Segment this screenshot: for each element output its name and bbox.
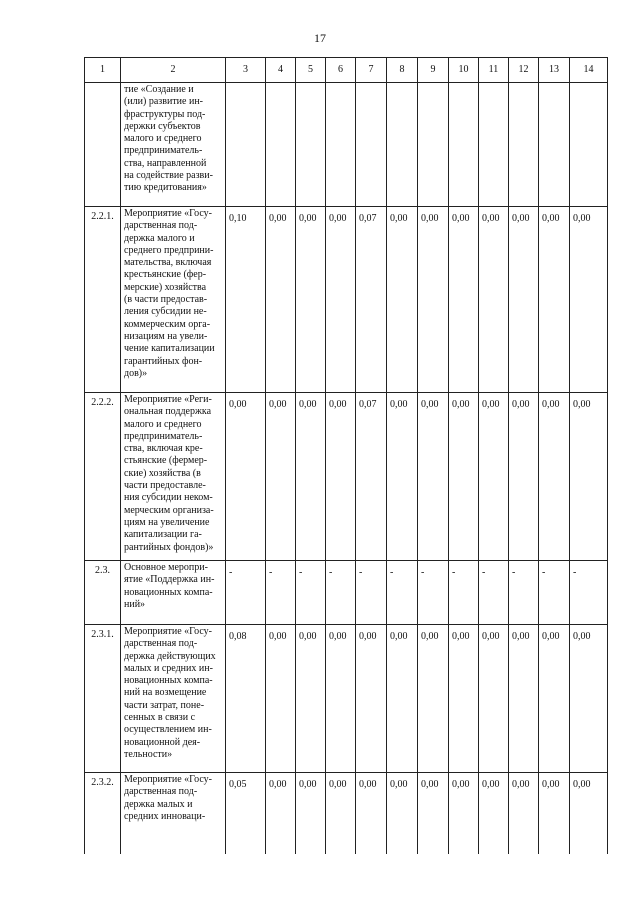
description-line: предприниматель- (124, 430, 203, 442)
table-row (85, 625, 608, 773)
column-header: 3 (226, 58, 266, 83)
description-line: новационных компа- (124, 586, 213, 598)
value-cell: 0,00 (570, 773, 608, 855)
description-line: крестьянские (фер- (124, 269, 207, 281)
description-line: Мероприятие «Госу- (124, 208, 212, 219)
row-description (121, 207, 226, 393)
value-cell (356, 83, 387, 207)
description-line: гарантийных фон- (124, 355, 203, 367)
description-line: дарственная под- (124, 220, 198, 232)
value-cell (479, 83, 509, 207)
row-description (121, 561, 226, 625)
value-cell: - (509, 561, 539, 625)
description-line: фраструктуры под- (124, 108, 206, 120)
description-line: капитализации га- (124, 529, 202, 541)
value-cell: 0,00 (387, 207, 418, 393)
description-line: части предоставле- (124, 480, 206, 492)
value-cell: 0,00 (326, 773, 356, 855)
value-cell: 0,00 (387, 773, 418, 855)
value-cell: 0,00 (449, 773, 479, 855)
description-line: ления субсидии не- (124, 306, 207, 318)
value-cell: 0,00 (418, 207, 449, 393)
description-line: сенных в связи с (124, 712, 196, 724)
indicators-table (84, 57, 608, 854)
description-line: держка малого и (124, 232, 195, 244)
value-cell (418, 83, 449, 207)
description-line: тие «Создание и (124, 84, 194, 95)
value-cell: 0,00 (449, 393, 479, 561)
value-cell: 0,00 (418, 393, 449, 561)
value-cell: - (479, 561, 509, 625)
value-cell: - (570, 561, 608, 625)
value-cell: - (387, 561, 418, 625)
column-header: 13 (539, 58, 570, 83)
header-row (85, 58, 608, 83)
row-number: 2.3. (85, 561, 121, 625)
value-cell: 0,00 (509, 773, 539, 855)
description-line: дов)» (124, 367, 148, 379)
description-line: держка действующих (124, 650, 216, 662)
description-line: чение капитализации (124, 343, 215, 355)
column-header: 7 (356, 58, 387, 83)
value-cell: 0,00 (509, 207, 539, 393)
description-line: средних инноваци- (124, 810, 206, 822)
row-description (121, 773, 226, 855)
column-header: 10 (449, 58, 479, 83)
value-cell: 0,00 (479, 625, 509, 773)
description-line: дарственная под- (124, 786, 198, 798)
description-line: мерские) хозяйства (124, 281, 207, 293)
description-line: ские) хозяйства (в (124, 467, 201, 479)
value-cell: 0,00 (570, 207, 608, 393)
value-cell: 0,00 (539, 207, 570, 393)
table-row (85, 83, 608, 207)
value-cell: 0,00 (479, 393, 509, 561)
value-cell: 0,00 (387, 625, 418, 773)
row-description (121, 625, 226, 773)
description-line: ятие «Поддержка ин- (124, 574, 215, 586)
value-cell: 0,00 (479, 773, 509, 855)
description-line: стьянские (фермер- (124, 455, 208, 467)
column-header: 4 (266, 58, 296, 83)
description-line: мательства, включая (124, 257, 212, 269)
value-cell: 0,00 (266, 773, 296, 855)
description-line: тию кредитования» (124, 182, 207, 194)
value-cell (539, 83, 570, 207)
value-cell (266, 83, 296, 207)
description-line: предприниматель- (124, 145, 203, 157)
description-line: части затрат, поне- (124, 699, 205, 711)
value-cell: 0,07 (356, 207, 387, 393)
description-line: Мероприятие «Госу- (124, 626, 212, 637)
row-number: 2.2.2. (85, 393, 121, 561)
description-line: новационных компа- (124, 675, 213, 687)
value-cell: 0,00 (570, 393, 608, 561)
value-cell: 0,00 (296, 773, 326, 855)
description-line: малых и средних ин- (124, 662, 213, 674)
description-line: Основное меропри- (124, 562, 208, 573)
description-line: ния субсидии неком- (124, 492, 213, 504)
value-cell: - (266, 561, 296, 625)
value-cell: 0,00 (539, 393, 570, 561)
description-line: (в части предостав- (124, 294, 208, 306)
value-cell: - (539, 561, 570, 625)
description-line: ства, включая кре- (124, 443, 203, 455)
description-line: держка малых и (124, 798, 193, 810)
value-cell: 0,00 (539, 625, 570, 773)
column-header: 9 (418, 58, 449, 83)
value-cell: 0,00 (226, 393, 266, 561)
value-cell: 0,00 (326, 393, 356, 561)
column-header: 8 (387, 58, 418, 83)
value-cell: 0,00 (266, 207, 296, 393)
value-cell: - (356, 561, 387, 625)
value-cell: 0,00 (266, 625, 296, 773)
value-cell (449, 83, 479, 207)
value-cell: 0,00 (296, 625, 326, 773)
value-cell: 0,08 (226, 625, 266, 773)
value-cell: 0,00 (266, 393, 296, 561)
value-cell: 0,00 (449, 207, 479, 393)
value-cell (570, 83, 608, 207)
value-cell: - (226, 561, 266, 625)
description-line: ний» (124, 598, 146, 610)
row-description (121, 393, 226, 561)
value-cell: 0,00 (387, 393, 418, 561)
value-cell: 0,00 (509, 393, 539, 561)
value-cell: 0,05 (226, 773, 266, 855)
description-line: держки субъектов (124, 120, 201, 132)
page-number: 17 (314, 31, 326, 45)
column-header: 6 (326, 58, 356, 83)
value-cell (509, 83, 539, 207)
column-header: 11 (479, 58, 509, 83)
description-line: Мероприятие «Реги- (124, 394, 212, 405)
table-row (85, 207, 608, 393)
value-cell: 0,07 (356, 393, 387, 561)
value-cell (226, 83, 266, 207)
column-header: 2 (121, 58, 226, 83)
table-row (85, 393, 608, 561)
value-cell: 0,00 (539, 773, 570, 855)
column-header: 14 (570, 58, 608, 83)
description-line: на содействие разви- (124, 170, 213, 182)
value-cell: 0,00 (418, 773, 449, 855)
row-description (121, 83, 226, 207)
description-line: мерческим организа- (124, 504, 214, 516)
table-row (85, 773, 608, 855)
description-line: низациям на увели- (124, 330, 208, 342)
value-cell: - (326, 561, 356, 625)
value-cell: 0,00 (356, 625, 387, 773)
value-cell: 0,00 (570, 625, 608, 773)
description-line: тельности» (124, 748, 173, 760)
value-cell: 0,00 (326, 207, 356, 393)
value-cell: 0,00 (509, 625, 539, 773)
description-line: новационной дея- (124, 736, 201, 748)
value-cell (326, 83, 356, 207)
row-number (85, 83, 121, 207)
description-line: ний на возмещение (124, 687, 207, 699)
description-line: циям на увеличение (124, 516, 210, 528)
description-line: коммерческим орга- (124, 318, 211, 330)
row-number: 2.2.1. (85, 207, 121, 393)
column-header: 1 (85, 58, 121, 83)
description-line: дарственная под- (124, 638, 198, 650)
value-cell: 0,10 (226, 207, 266, 393)
value-cell: 0,00 (449, 625, 479, 773)
value-cell (296, 83, 326, 207)
value-cell: - (296, 561, 326, 625)
description-line: осуществлением ин- (124, 724, 212, 736)
value-cell: 0,00 (296, 393, 326, 561)
value-cell: - (418, 561, 449, 625)
value-cell (387, 83, 418, 207)
value-cell: 0,00 (356, 773, 387, 855)
table-row (85, 561, 608, 625)
column-header: 5 (296, 58, 326, 83)
row-number: 2.3.2. (85, 773, 121, 855)
value-cell: 0,00 (296, 207, 326, 393)
description-line: рантийных фондов)» (124, 541, 214, 553)
value-cell: - (449, 561, 479, 625)
description-line: малого и среднего (124, 133, 202, 145)
column-header: 12 (509, 58, 539, 83)
description-line: Мероприятие «Госу- (124, 774, 212, 785)
value-cell: 0,00 (479, 207, 509, 393)
row-number: 2.3.1. (85, 625, 121, 773)
description-line: среднего предприни- (124, 244, 214, 256)
description-line: (или) развитие ин- (124, 96, 204, 108)
description-line: ства, направленной (124, 157, 207, 169)
value-cell: 0,00 (418, 625, 449, 773)
value-cell: 0,00 (326, 625, 356, 773)
description-line: малого и среднего (124, 418, 202, 430)
description-line: ональная поддержка (124, 406, 212, 418)
